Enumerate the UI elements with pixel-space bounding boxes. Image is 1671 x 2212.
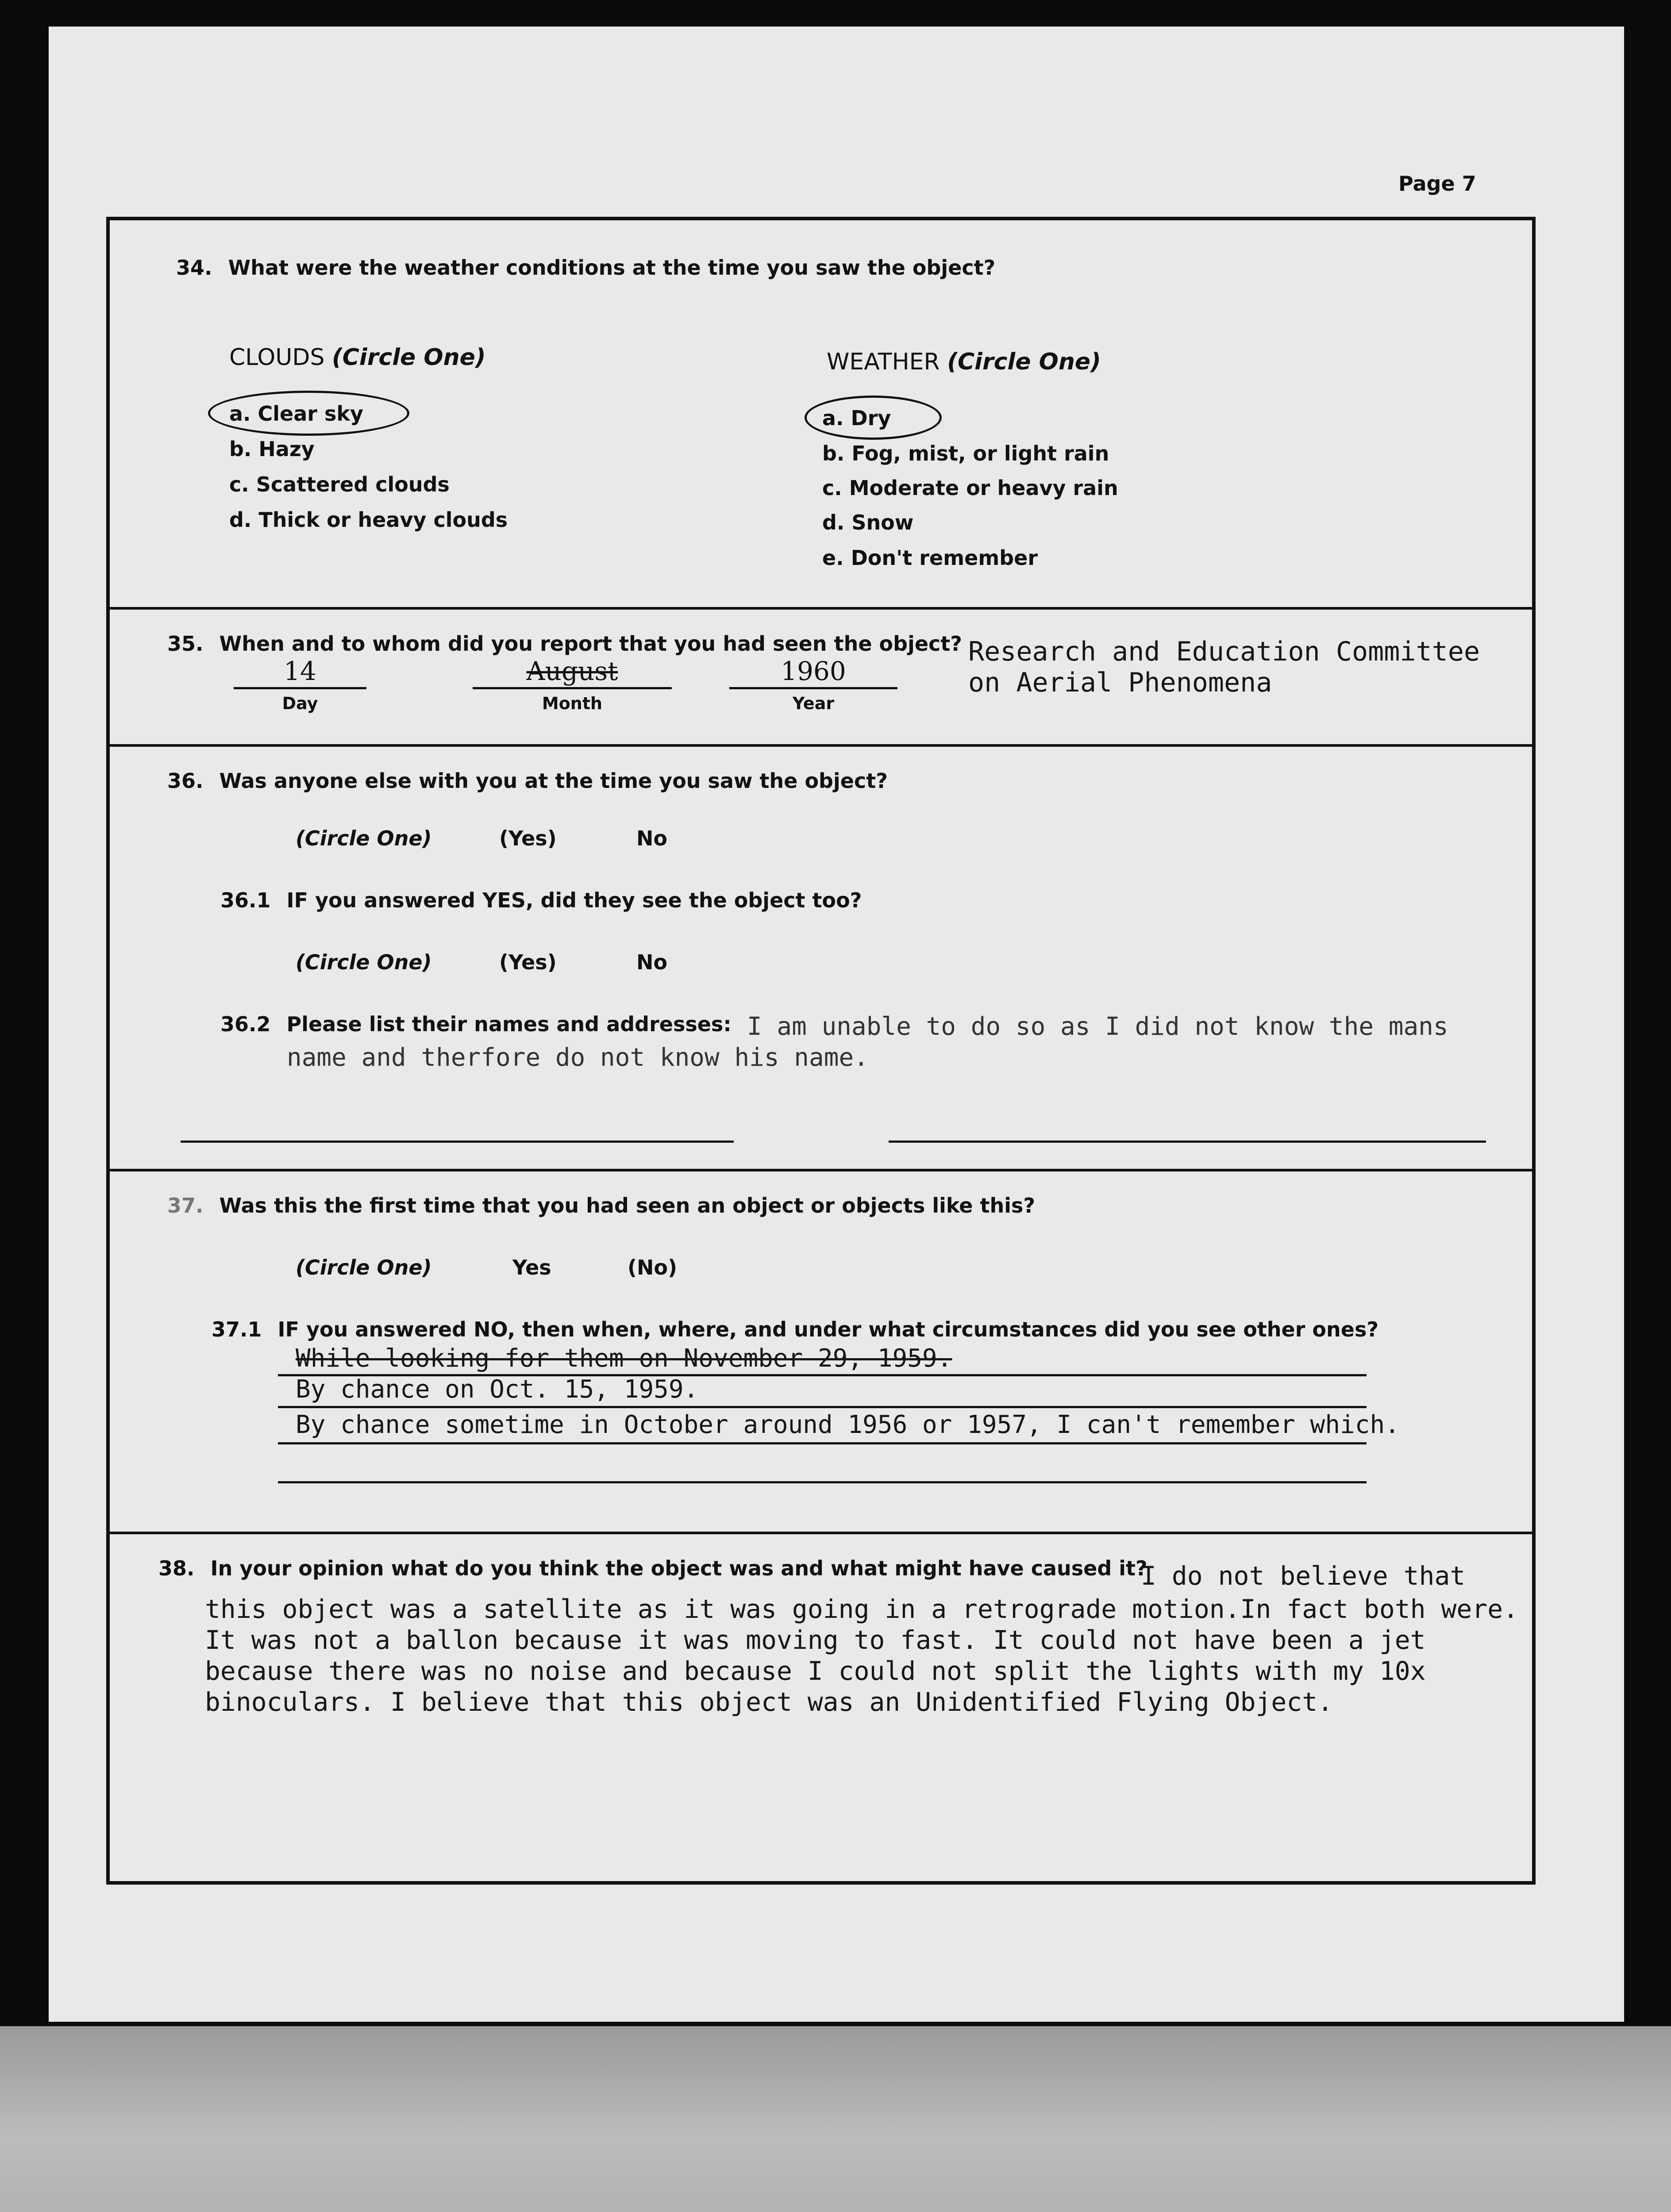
clouds-option-a: a. Clear sky [229, 402, 363, 426]
answer-line [278, 1481, 1367, 1483]
report-year: 1960 [781, 656, 846, 686]
question-34-section [110, 220, 1532, 610]
previous-sighting-struck: While looking for them on November 29, 1959. [296, 1344, 952, 1373]
year-label: Year [792, 694, 835, 713]
question-36-text: Was anyone else with you at the time you saw the object? [219, 769, 888, 793]
circle-mark [208, 391, 409, 436]
previous-sighting-2: By chance sometime in October around 1956 or 1957, I can't remember which. [296, 1410, 1400, 1439]
opinion-answer-line-4: binoculars. I believe that this object was an Unidentified Flying Object. [205, 1687, 1333, 1717]
question-37-1-text: IF you answered NO, then when, where, and under what circumstances did you see other ones? [277, 1317, 1379, 1341]
questionnaire-form [106, 217, 1536, 1885]
weather-option-d: d. Snow [822, 511, 914, 534]
question-37-section [110, 1171, 1532, 1534]
report-recipient-line-2: on Aerial Phenomena [968, 667, 1272, 698]
question-35-text: When and to whom did you report that you had seen the object? [219, 632, 962, 656]
weather-heading: WEATHER [827, 349, 940, 375]
answer-no: No [636, 950, 668, 974]
answer-no-circled: (No) [628, 1256, 678, 1279]
answer-yes-circled: (Yes) [499, 826, 557, 850]
question-number: 34. [176, 256, 212, 280]
weather-option-b: b. Fog, mist, or light rain [822, 442, 1109, 465]
answer-line [278, 1406, 1367, 1408]
circle-one-label: (Circle One) [296, 1256, 432, 1279]
page-number: Page 7 [1398, 172, 1476, 196]
month-label: Month [542, 694, 603, 713]
question-38-section [110, 1534, 1532, 1884]
clouds-option-c: c. Scattered clouds [229, 472, 450, 496]
question-number: 38. [158, 1556, 195, 1580]
clouds-option-b: b. Hazy [229, 437, 315, 461]
day-line [234, 687, 366, 689]
opinion-answer-line-3: because there was no noise and because I could not split the lights with my 10x [205, 1656, 1426, 1686]
question-36-section [110, 747, 1532, 1171]
question-38-text: In your opinion what do you think the object was and what might have caused it? [210, 1556, 1147, 1580]
question-37-text: Was this the first time that you had seen an object or objects like this? [219, 1194, 1036, 1217]
circle-one-label: (Circle One) [332, 344, 486, 371]
weather-option-c: c. Moderate or heavy rain [822, 476, 1118, 500]
question-34-text: What were the weather conditions at the time you saw the object? [228, 256, 996, 280]
sub-question-number: 36.2 [220, 1012, 271, 1036]
weather-option-e: e. Don't remember [822, 546, 1038, 570]
scan-margin [0, 2026, 1671, 2212]
circle-one-label: (Circle One) [296, 950, 432, 974]
report-recipient-line-1: Research and Education Committee [968, 636, 1480, 667]
answer-line [889, 1141, 1486, 1143]
names-answer-line-1: I am unable to do so as I did not know the mans [747, 1012, 1448, 1041]
opinion-answer-line-1: this object was a satellite as it was going in a retrograde motion.In fact both were. [205, 1594, 1519, 1624]
question-number: 36. [167, 769, 204, 793]
circle-one-label: (Circle One) [947, 349, 1101, 375]
day-label: Day [282, 694, 318, 713]
answer-no: No [636, 826, 668, 850]
question-number: 35. [167, 632, 204, 656]
question-36-1-text: IF you answered YES, did they see the object too? [286, 888, 862, 912]
question-36-2-text: Please list their names and addresses: [286, 1012, 732, 1036]
circle-one-label: (Circle One) [296, 826, 432, 850]
weather-option-a: a. Dry [822, 406, 891, 430]
clouds-heading: CLOUDS [229, 344, 325, 371]
sub-question-number: 37.1 [212, 1317, 262, 1341]
answer-yes: Yes [512, 1256, 551, 1279]
opinion-answer-first: I do not believe that [1141, 1561, 1466, 1591]
question-number: 37. [167, 1194, 204, 1217]
year-line [729, 687, 897, 689]
question-35-section [110, 610, 1532, 747]
opinion-answer-line-2: It was not a ballon because it was moving to fast. It could not have been a jet [205, 1625, 1426, 1655]
answer-line [181, 1141, 734, 1143]
sub-question-number: 36.1 [220, 888, 271, 912]
month-line [473, 687, 672, 689]
answer-yes-circled: (Yes) [499, 950, 557, 974]
names-answer-line-2: name and therfore do not know his name. [287, 1043, 869, 1072]
previous-sighting-1: By chance on Oct. 15, 1959. [296, 1375, 699, 1404]
circle-mark [805, 396, 942, 440]
clouds-option-d: d. Thick or heavy clouds [229, 508, 508, 532]
answer-line [278, 1442, 1367, 1444]
report-month: August [526, 656, 618, 686]
report-day: 14 [284, 656, 316, 686]
